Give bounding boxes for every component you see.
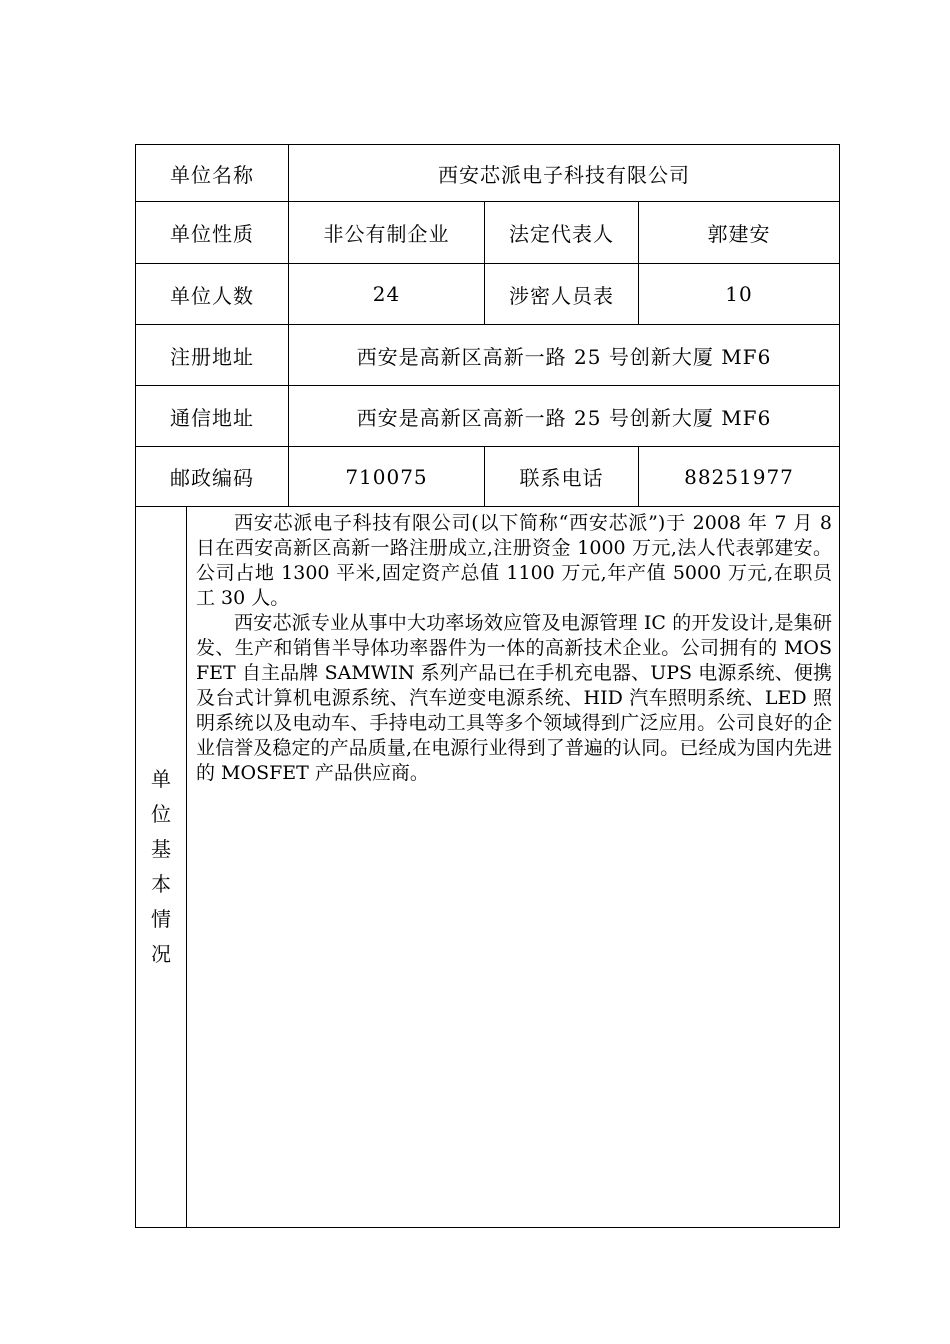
unit-info-table (135, 144, 840, 1228)
legal-rep-value: 郭建安 (638, 202, 839, 263)
unit-overview-text (196, 511, 832, 786)
mailing-address-value: 西安是高新区高新一路 25 号创新大厦 MF6 (288, 386, 839, 446)
overview-label-char: 本 (151, 872, 171, 896)
headcount-value: 24 (288, 264, 484, 324)
unit-overview-label (136, 507, 187, 1227)
overview-paragraph: 西安芯派电子科技有限公司(以下简称“西安芯派”)于 2008 年 7 月 8 日在西安高新区高新一路注册成立,注册资金 1000 万元,法人代表郭建安。公司占地 1300 平米,固定资产总值 1100 万元,年产值 5000 万元,在职员工 30 人。 (196, 512, 832, 609)
phone-label: 联系电话 (484, 447, 638, 506)
unit-overview-section (136, 507, 839, 1227)
row-registered-address (136, 325, 839, 386)
unit-name-label: 单位名称 (170, 162, 254, 187)
postal-code-label: 邮政编码 (170, 466, 254, 490)
row-headcount (136, 264, 839, 325)
row-unit-name (136, 145, 839, 202)
unit-nature-value: 非公有制企业 (288, 202, 484, 263)
phone-value: 88251977 (638, 447, 839, 506)
row-unit-nature (136, 202, 839, 264)
overview-label-char: 情 (151, 907, 171, 931)
postal-code-value: 710075 (288, 447, 484, 506)
unit-name-value: 西安芯派电子科技有限公司 (288, 145, 839, 201)
legal-rep-label: 法定代表人 (484, 202, 638, 263)
registered-address-value: 西安是高新区高新一路 25 号创新大厦 MF6 (288, 325, 839, 385)
overview-label-char: 基 (151, 837, 171, 861)
row-postal-code (136, 447, 839, 507)
unit-nature-label: 单位性质 (170, 222, 254, 246)
overview-label-char: 况 (151, 942, 171, 966)
classified-staff-value: 10 (638, 264, 839, 324)
headcount-label: 单位人数 (170, 283, 254, 308)
overview-label-char: 位 (151, 802, 171, 826)
overview-paragraph: 西安芯派专业从事中大功率场效应管及电源管理 IC 的开发设计,是集研发、生产和销售半导体功率器件为一体的高新技术企业。公司拥有的 MOSFET 自主品牌 SAMWIN 系列产品已在手机充电器、UPS 电源系统、便携及台式计算机电源系统、汽车逆变电源系统、HID 汽车照明系统、LED 照明系统以及电动车、手持电动工具等多个领域得到广泛应用。公司良好的企业信誉及稳定的产品质量,在电源行业得到了普遍的认同。已经成为国内先进的 MOSFET 产品供应商。 (196, 612, 832, 784)
registered-address-label: 注册地址 (170, 344, 254, 369)
row-mailing-address (136, 386, 839, 447)
classified-staff-label: 涉密人员表 (484, 264, 638, 324)
overview-label-char: 单 (151, 767, 171, 791)
mailing-address-label: 通信地址 (170, 405, 254, 430)
